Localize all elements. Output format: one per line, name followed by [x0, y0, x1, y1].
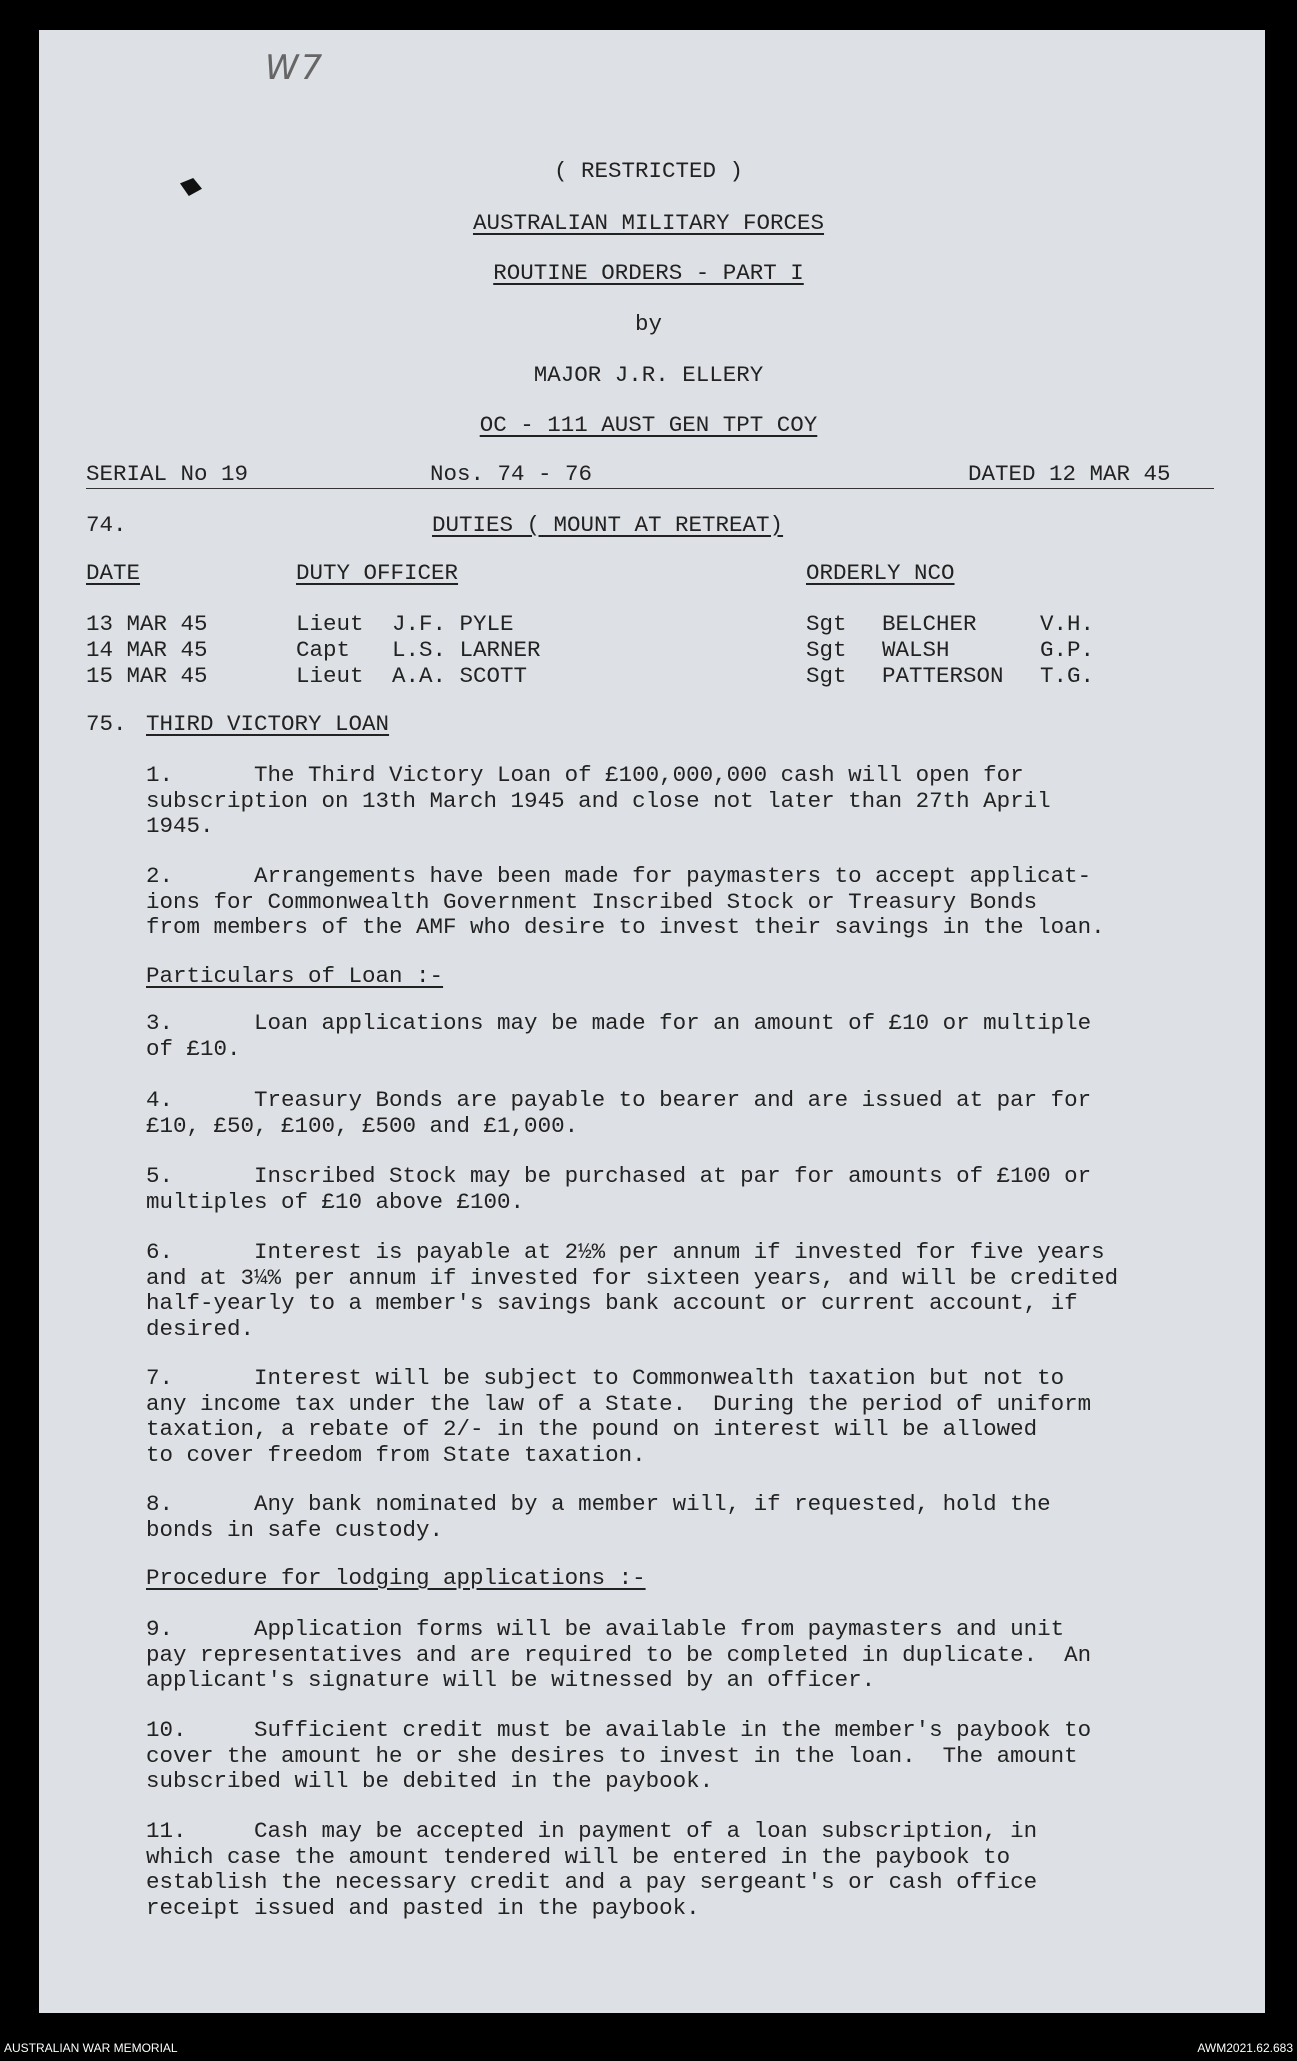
by-label: by: [634, 311, 662, 337]
serial-number: SERIAL No 19: [86, 461, 249, 487]
row-rank: Capt: [296, 637, 351, 663]
paragraph-1: 1. The Third Victory Loan of £100,000,000 cash will open for subscription on 13th March 1945 and close not later than 27th April 1945.: [146, 762, 1051, 839]
dated: DATED 12 MAR 45: [968, 461, 1171, 487]
loan-title: THIRD VICTORY LOAN: [146, 711, 390, 737]
paragraph-6: 6. Interest is payable at 2½% per annum if invested for five years and at 3¼% per annum if invested for sixteen years, and will be credited half-yearly to a member's savings bank account or current account, if desired.: [146, 1239, 1119, 1342]
paragraph-3: 3. Loan applications may be made for an amount of £10 or multiple of £10.: [146, 1010, 1092, 1062]
row-nco: WALSH: [882, 637, 950, 663]
particulars-heading: Particulars of Loan :-: [146, 963, 444, 989]
row-officer: L.S. LARNER: [392, 637, 541, 663]
duties-number: 74.: [86, 512, 127, 538]
paragraph-4: 4. Treasury Bonds are payable to bearer and are issued at par for £10, £50, £100, £500 and £1,000.: [146, 1087, 1092, 1139]
row-rank: Lieut: [296, 663, 364, 689]
row-nco-rank: Sgt: [806, 637, 847, 663]
col-officer: DUTY OFFICER: [296, 560, 459, 586]
paragraph-8: 8. Any bank nominated by a member will, if requested, hold the bonds in safe custody.: [146, 1491, 1051, 1543]
author: MAJOR J.R. ELLERY: [533, 362, 764, 388]
row-nco: BELCHER: [882, 611, 977, 637]
org-title: AUSTRALIAN MILITARY FORCES: [472, 210, 825, 236]
orders-title: ROUTINE ORDERS - PART I: [493, 260, 804, 286]
footer-accession: AWM2021.62.683: [1197, 2041, 1293, 2055]
unit: OC - 111 AUST GEN TPT COY: [479, 412, 818, 438]
loan-number: 75.: [86, 711, 127, 737]
row-officer: A.A. SCOTT: [392, 663, 528, 689]
paragraph-5: 5. Inscribed Stock may be purchased at par for amounts of £100 or multiples of £10 above £100.: [146, 1163, 1092, 1215]
row-nco-rank: Sgt: [806, 663, 847, 689]
row-officer: J.F. PYLE: [392, 611, 514, 637]
restricted-label: ( RESTRICTED ): [553, 158, 744, 184]
paragraph-7: 7. Interest will be subject to Commonwealth taxation but not to any income tax under the law of a State. During the period of uniform taxation, a rebate of 2/- in the pound on interest will be allowed to cover freedom from State taxation.: [146, 1365, 1092, 1468]
row-initials: G.P.: [1040, 637, 1095, 663]
row-initials: T.G.: [1040, 663, 1095, 689]
row-date: 15 MAR 45: [86, 663, 208, 689]
row-date: 13 MAR 45: [86, 611, 208, 637]
row-date: 14 MAR 45: [86, 637, 208, 663]
footer-source: AUSTRALIAN WAR MEMORIAL: [4, 2041, 178, 2055]
procedure-heading: Procedure for lodging applications :-: [146, 1565, 646, 1591]
serial-rule: [86, 488, 1214, 489]
paragraph-2: 2. Arrangements have been made for paymasters to accept applicat- ions for Commonwealth Government Inscribed Stock or Treasury Bonds from members of the AMF who desire to invest their savings in the loan.: [146, 863, 1105, 940]
handwritten-annotation: W7: [265, 48, 325, 88]
col-date: DATE: [86, 560, 141, 586]
col-nco: ORDERLY NCO: [806, 560, 955, 586]
duties-title: DUTIES ( MOUNT AT RETREAT): [432, 512, 784, 538]
paragraph-11: 11. Cash may be accepted in payment of a loan subscription, in which case the amount tendered will be entered in the paybook to establish the necessary credit and a pay sergeant's or cash office receipt issued and pasted in the paybook.: [146, 1818, 1038, 1921]
row-nco: PATTERSON: [882, 663, 1004, 689]
row-rank: Lieut: [296, 611, 364, 637]
order-numbers: Nos. 74 - 76: [430, 461, 593, 487]
paragraph-9: 9. Application forms will be available from paymasters and unit pay representatives and are required to be completed in duplicate. An applicant's signature will be witnessed by an officer.: [146, 1616, 1092, 1693]
paragraph-10: 10. Sufficient credit must be available in the member's paybook to cover the amount he or she desires to invest in the loan. The amount subscribed will be debited in the paybook.: [146, 1717, 1092, 1794]
row-nco-rank: Sgt: [806, 611, 847, 637]
row-initials: V.H.: [1040, 611, 1095, 637]
